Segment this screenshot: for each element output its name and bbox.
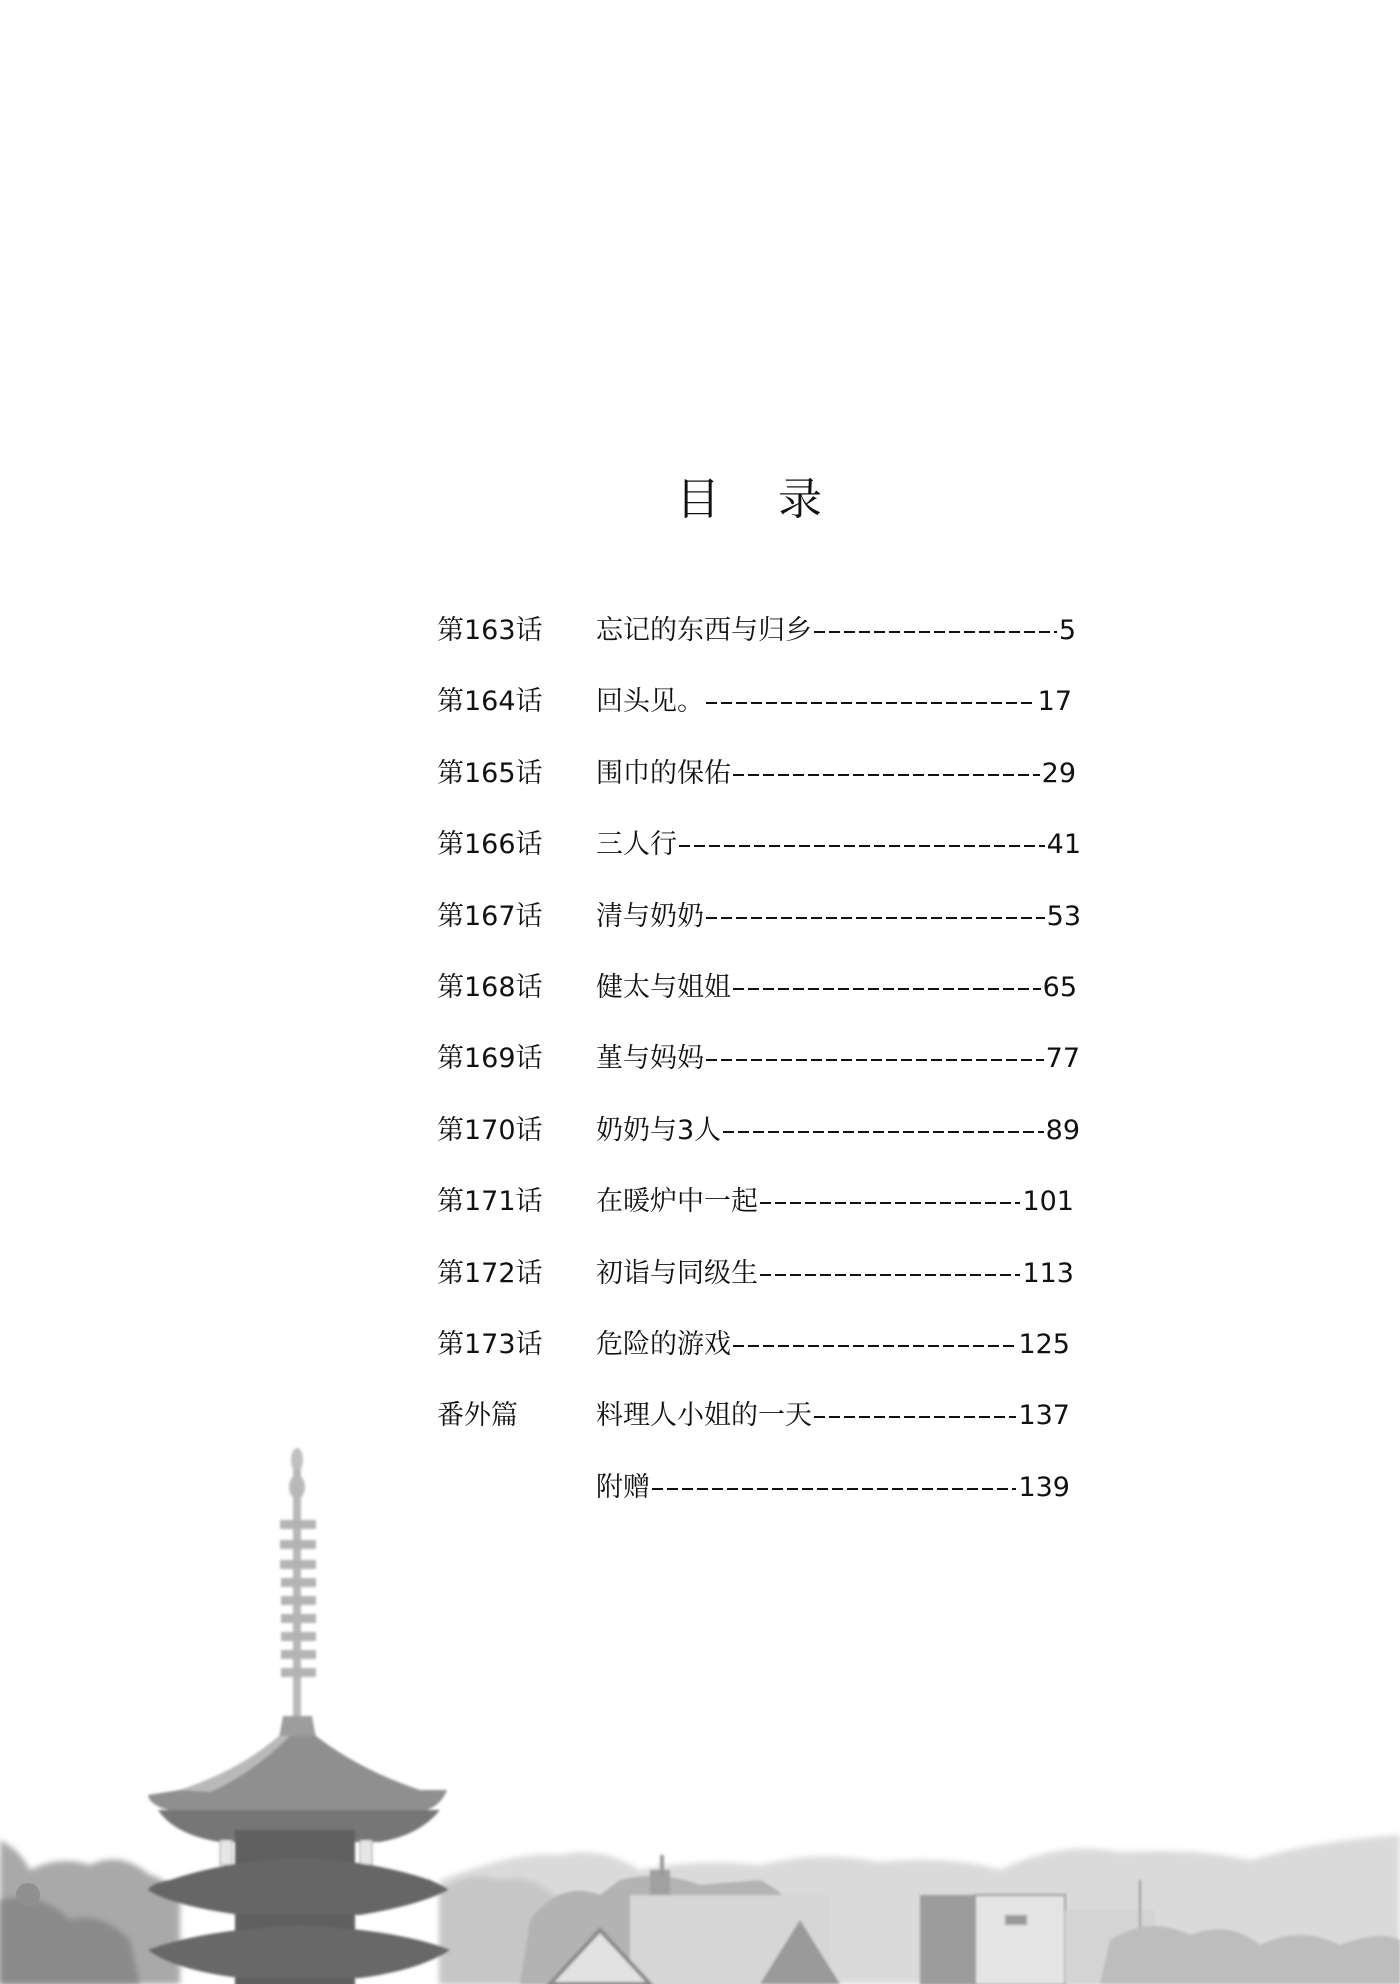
chapter-title: 危险的游戏 — [596, 1328, 731, 1360]
table-of-contents — [437, 609, 1081, 1537]
toc-row[interactable] — [437, 1037, 1080, 1108]
page-number: 5 — [1058, 615, 1076, 646]
chapter-title: 清与奶奶 — [596, 900, 704, 932]
toc-entry — [596, 752, 1076, 796]
chapter-number: 第172话 — [437, 1257, 543, 1289]
page-number: 137 — [1018, 1400, 1070, 1432]
page-number: 17 — [1037, 686, 1072, 718]
page-number: 113 — [1022, 1257, 1074, 1289]
toc-row[interactable] — [437, 895, 1081, 966]
chapter-title: 在暖炉中一起 — [596, 1186, 758, 1218]
toc-entry — [596, 1180, 1074, 1224]
dotted-leader — [760, 1202, 1020, 1204]
chapter-number: 第163话 — [437, 615, 543, 646]
toc-row[interactable] — [437, 1180, 1077, 1251]
toc-entry — [596, 1109, 1080, 1153]
toc-row[interactable] — [437, 752, 1077, 823]
page-number: 29 — [1041, 757, 1076, 789]
dotted-leader — [723, 1131, 1043, 1133]
pagoda-townscape-illustration — [0, 1420, 1400, 1984]
toc-row[interactable] — [437, 680, 1077, 751]
chapter-title: 围巾的保佑 — [596, 757, 731, 789]
dotted-leader — [760, 1274, 1020, 1276]
dotted-leader — [706, 702, 1036, 704]
dotted-leader — [706, 917, 1045, 919]
title-char-2: 录 — [778, 474, 822, 525]
toc-entry — [596, 1323, 1070, 1367]
chapter-number: 第170话 — [437, 1114, 543, 1146]
toc-entry — [596, 1037, 1080, 1081]
chapter-number: 第164话 — [437, 686, 543, 718]
toc-row[interactable] — [437, 966, 1077, 1037]
dotted-leader — [679, 845, 1045, 847]
toc-entry — [596, 609, 1076, 653]
dotted-leader — [814, 1416, 1016, 1418]
toc-entry — [596, 1252, 1074, 1296]
pagoda-icon — [148, 1448, 450, 1984]
chapter-title: 初诣与同级生 — [596, 1257, 758, 1289]
toc-row[interactable] — [437, 1323, 1077, 1394]
chapter-number: 第168话 — [437, 971, 543, 1003]
toc-entry — [596, 680, 1072, 724]
page-number: 41 — [1046, 829, 1081, 861]
page-number: 125 — [1018, 1328, 1070, 1360]
page-number: 65 — [1042, 971, 1077, 1003]
toc-entry — [596, 966, 1077, 1010]
title-char-1: 目 — [676, 474, 720, 525]
chapter-number: 第169话 — [437, 1043, 543, 1075]
toc-row[interactable] — [437, 823, 1081, 894]
page-number: 139 — [1018, 1471, 1070, 1503]
chapter-title: 忘记的东西与归乡 — [596, 615, 812, 646]
chapter-title: 健太与姐姐 — [596, 971, 731, 1003]
dotted-leader — [706, 1059, 1044, 1061]
toc-row[interactable] — [437, 1252, 1077, 1323]
chapter-title: 回头见。 — [596, 686, 704, 718]
dotted-leader — [733, 988, 1041, 990]
chapter-title: 三人行 — [596, 829, 677, 861]
chapter-title: 料理人小姐的一天 — [596, 1400, 812, 1432]
toc-entry — [596, 823, 1081, 867]
chapter-number: 第167话 — [437, 900, 543, 932]
page-number: 89 — [1045, 1114, 1080, 1146]
chapter-title: 堇与妈妈 — [596, 1043, 704, 1075]
chapter-number: 第171话 — [437, 1186, 543, 1218]
chapter-number: 第166话 — [437, 829, 543, 861]
chapter-number: 第165话 — [437, 757, 543, 789]
toc-row[interactable] — [437, 1109, 1080, 1180]
chapter-title: 奶奶与3人 — [596, 1114, 722, 1146]
toc-entry — [596, 895, 1081, 939]
toc-row[interactable] — [437, 609, 1077, 680]
page-title — [0, 472, 1400, 528]
page-number: 77 — [1045, 1043, 1080, 1075]
dotted-leader — [814, 631, 1057, 633]
chapter-number: 第173话 — [437, 1328, 543, 1360]
dotted-leader — [733, 1345, 1016, 1347]
page-number: 101 — [1022, 1186, 1074, 1218]
dotted-leader — [733, 774, 1040, 776]
chapter-number: 番外篇 — [437, 1400, 518, 1432]
page-number: 53 — [1046, 900, 1081, 932]
chapter-title: 附赠 — [596, 1471, 650, 1503]
